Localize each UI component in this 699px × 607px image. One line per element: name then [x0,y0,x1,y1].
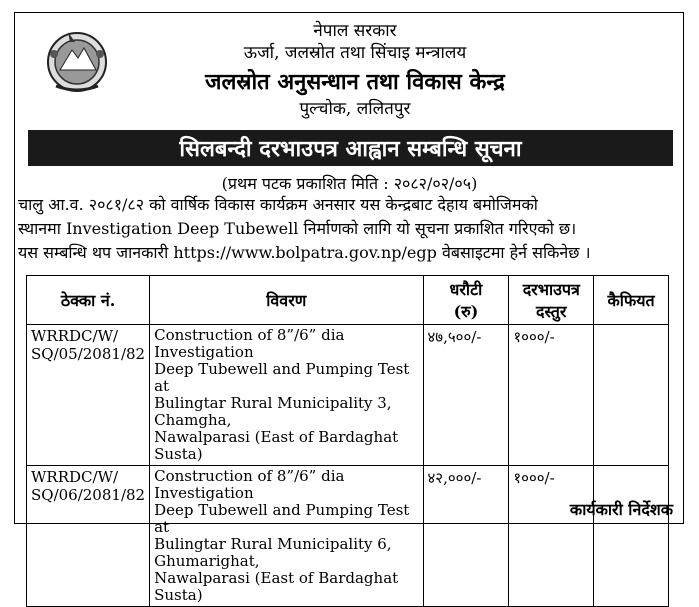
description-cell [150,325,423,466]
deposit-cell: ४७,५००/- [423,325,509,466]
paragraph-line-2: स्थानमा Investigation Deep Tubewell निर्माणको लागि यो सूचना प्रकाशित गरिएको छ। [18,219,577,238]
header-center: जलस्रोत अनुसन्धान तथा विकास केन्द्र [205,69,505,95]
header-fee [509,276,594,325]
remarks-cell [594,466,669,607]
header-location: पुल्चोक, ललितपुर [299,99,411,119]
fee-cell: १०००/- [509,466,594,607]
description-line-3: Bulingtar Rural Municipality 6, Ghumarighat, [154,535,392,570]
description-line-1: Construction of 8”/6” dia Investigation [154,467,345,502]
publication-date: (प्रथम पटक प्रकाशित मिति : २०८२/०२/०५) [221,174,478,193]
description-line-2: Deep Tubewell and Pumping Test at [154,501,410,536]
contract-cell [27,325,150,466]
table-row [27,466,669,607]
header-fee-line2: दस्तुर [536,302,567,321]
paragraph-line-3: यस सम्बन्धि थप जानकारी https://www.bolpatra.gov.np/egp वेबसाइटमा हेर्न सकिनेछ । [18,243,591,262]
contract-line-2: SQ/05/2081/82 [31,345,146,363]
header-deposit-line2: (रु) [453,302,479,321]
paragraph-line-1: चालु आ.व. २०८१/८२ को वार्षिक विकास कार्यक्रम अनसार यस केन्द्रबाट देहाय बमोजिमको [18,195,538,214]
notice-paragraph [18,193,683,265]
table-row [27,325,669,466]
header-deposit [423,276,509,325]
header-govt: नेपाल सरकार [313,21,397,41]
header-contract: ठेक्का नं. [27,276,150,325]
contract-line-1: WRRDC/W/ [31,468,119,486]
description-line-4: Nawalparasi (East of Bardaghat Susta) [154,428,399,463]
table-header-row [27,276,669,325]
contract-cell [27,466,150,607]
signature-title: कार्यकारी निर्देशक [569,500,673,519]
fee-cell: १०००/- [509,325,594,466]
description-cell [150,466,423,607]
contract-line-2: SQ/06/2081/82 [31,486,146,504]
header-ministry: ऊर्जा, जलस्रोत तथा सिंचाइ मन्त्रालय [243,43,467,63]
description-line-4: Nawalparasi (East of Bardaghat Susta) [154,569,399,604]
header-remarks: कैफियत [594,276,669,325]
header-fee-line1: दरभाउपत्र [522,280,580,299]
deposit-cell: ४२,०००/- [423,466,509,607]
description-line-3: Bulingtar Rural Municipality 3, Chamgha, [154,394,392,429]
header-description: विवरण [150,276,423,325]
remarks-cell [594,325,669,466]
description-line-2: Deep Tubewell and Pumping Test at [154,360,410,395]
header-deposit-line1: धरौटी [449,280,483,299]
nepal-emblem-icon [42,24,112,94]
notice-title-banner: सिलबन्दी दरभाउपत्र आह्वान सम्बन्धि सूचना [28,130,673,166]
tender-table [26,275,669,607]
description-line-1: Construction of 8”/6” dia Investigation [154,326,345,361]
contract-line-1: WRRDC/W/ [31,327,119,345]
